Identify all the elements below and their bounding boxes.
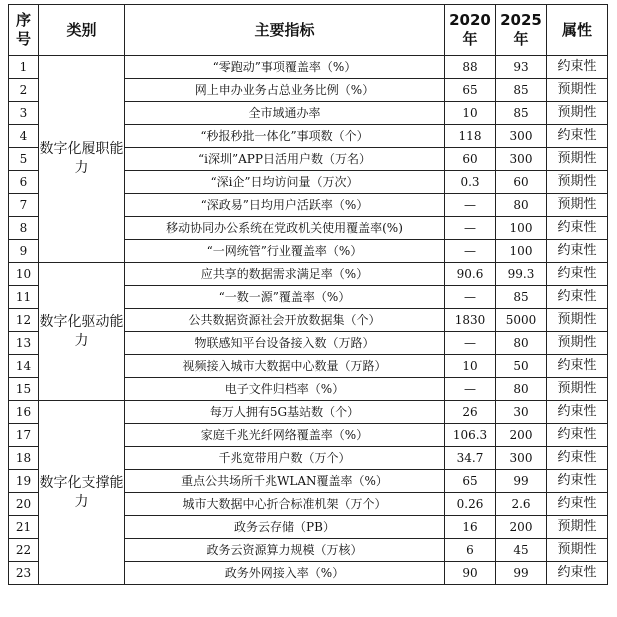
value-2020: 10 <box>445 355 496 378</box>
header-2020: 2020年 <box>445 5 496 56</box>
row-number: 6 <box>9 171 39 194</box>
attribute-cell: 约束性 <box>547 424 608 447</box>
value-2020: — <box>445 217 496 240</box>
attribute-cell: 预期性 <box>547 79 608 102</box>
attribute-cell: 约束性 <box>547 447 608 470</box>
attribute-cell: 约束性 <box>547 286 608 309</box>
indicator-name: 应共享的数据需求满足率（%） <box>125 263 445 286</box>
table-row <box>9 56 608 79</box>
attribute-cell: 预期性 <box>547 171 608 194</box>
value-2025: 5000 <box>496 309 547 332</box>
indicator-name: “一网统管”行业覆盖率（%） <box>125 240 445 263</box>
value-2025: 100 <box>496 240 547 263</box>
header-seq: 序号 <box>9 5 39 56</box>
attribute-cell: 预期性 <box>547 309 608 332</box>
value-2020: 90 <box>445 562 496 585</box>
row-number: 14 <box>9 355 39 378</box>
row-number: 22 <box>9 539 39 562</box>
value-2025: 85 <box>496 286 547 309</box>
value-2020: 10 <box>445 102 496 125</box>
table-container <box>8 4 608 585</box>
value-2020: 90.6 <box>445 263 496 286</box>
indicator-name: “零跑动”事项覆盖率（%） <box>125 56 445 79</box>
attribute-cell: 约束性 <box>547 56 608 79</box>
indicator-name: “一数一源”覆盖率（%） <box>125 286 445 309</box>
value-2025: 100 <box>496 217 547 240</box>
value-2020: — <box>445 332 496 355</box>
value-2020: 60 <box>445 148 496 171</box>
value-2025: 85 <box>496 102 547 125</box>
indicator-name: “深政易”日均用户活跃率（%） <box>125 194 445 217</box>
value-2020: 118 <box>445 125 496 148</box>
indicator-name: 全市域通办率 <box>125 102 445 125</box>
value-2025: 99.3 <box>496 263 547 286</box>
row-number: 15 <box>9 378 39 401</box>
value-2025: 99 <box>496 562 547 585</box>
attribute-cell: 约束性 <box>547 240 608 263</box>
row-number: 12 <box>9 309 39 332</box>
indicator-name: “秒报秒批一体化”事项数（个） <box>125 125 445 148</box>
row-number: 11 <box>9 286 39 309</box>
value-2025: 300 <box>496 148 547 171</box>
value-2025: 45 <box>496 539 547 562</box>
attribute-cell: 约束性 <box>547 355 608 378</box>
header-attribute: 属性 <box>547 5 608 56</box>
indicator-table <box>8 4 608 585</box>
indicator-name: 视频接入城市大数据中心数量（万路） <box>125 355 445 378</box>
value-2025: 80 <box>496 378 547 401</box>
row-number: 18 <box>9 447 39 470</box>
row-number: 17 <box>9 424 39 447</box>
row-number: 5 <box>9 148 39 171</box>
category-cell: 数字化驱动能力 <box>39 263 125 401</box>
attribute-cell: 预期性 <box>547 148 608 171</box>
value-2020: 0.26 <box>445 493 496 516</box>
category-cell: 数字化支撑能力 <box>39 401 125 585</box>
indicator-name: 重点公共场所千兆WLAN覆盖率（%） <box>125 470 445 493</box>
attribute-cell: 预期性 <box>547 539 608 562</box>
attribute-cell: 预期性 <box>547 332 608 355</box>
indicator-name: “i深圳”APP日活用户数（万名） <box>125 148 445 171</box>
indicator-name: 公共数据资源社会开放数据集（个） <box>125 309 445 332</box>
value-2020: 26 <box>445 401 496 424</box>
value-2025: 30 <box>496 401 547 424</box>
value-2020: 65 <box>445 470 496 493</box>
value-2020: 16 <box>445 516 496 539</box>
header-row <box>9 5 608 56</box>
value-2025: 200 <box>496 516 547 539</box>
value-2020: — <box>445 286 496 309</box>
value-2025: 2.6 <box>496 493 547 516</box>
table-row <box>9 263 608 286</box>
category-cell: 数字化履职能力 <box>39 56 125 263</box>
row-number: 7 <box>9 194 39 217</box>
value-2020: — <box>445 378 496 401</box>
value-2025: 93 <box>496 56 547 79</box>
attribute-cell: 约束性 <box>547 401 608 424</box>
indicator-name: “深i企”日均访问量（万次） <box>125 171 445 194</box>
value-2020: 106.3 <box>445 424 496 447</box>
value-2025: 85 <box>496 79 547 102</box>
value-2025: 99 <box>496 470 547 493</box>
attribute-cell: 预期性 <box>547 516 608 539</box>
attribute-cell: 约束性 <box>547 263 608 286</box>
row-number: 23 <box>9 562 39 585</box>
indicator-name: 物联感知平台设备接入数（万路） <box>125 332 445 355</box>
value-2020: 65 <box>445 79 496 102</box>
table-body <box>9 56 608 585</box>
row-number: 20 <box>9 493 39 516</box>
row-number: 10 <box>9 263 39 286</box>
indicator-name: 政务外网接入率（%） <box>125 562 445 585</box>
value-2020: — <box>445 240 496 263</box>
indicator-name: 家庭千兆光纤网络覆盖率（%） <box>125 424 445 447</box>
row-number: 4 <box>9 125 39 148</box>
attribute-cell: 约束性 <box>547 493 608 516</box>
indicator-name: 移动协同办公系统在党政机关使用覆盖率(%) <box>125 217 445 240</box>
value-2020: 0.3 <box>445 171 496 194</box>
value-2020: 6 <box>445 539 496 562</box>
table-row <box>9 401 608 424</box>
indicator-name: 每万人拥有5G基站数（个） <box>125 401 445 424</box>
row-number: 1 <box>9 56 39 79</box>
value-2025: 300 <box>496 447 547 470</box>
value-2020: 88 <box>445 56 496 79</box>
row-number: 21 <box>9 516 39 539</box>
value-2025: 50 <box>496 355 547 378</box>
attribute-cell: 约束性 <box>547 125 608 148</box>
header-2025: 2025年 <box>496 5 547 56</box>
value-2020: 34.7 <box>445 447 496 470</box>
value-2020: — <box>445 194 496 217</box>
value-2025: 200 <box>496 424 547 447</box>
value-2025: 80 <box>496 194 547 217</box>
indicator-name: 网上申办业务占总业务比例（%） <box>125 79 445 102</box>
header-indicator: 主要指标 <box>125 5 445 56</box>
header-category: 类别 <box>39 5 125 56</box>
indicator-name: 政务云存储（PB） <box>125 516 445 539</box>
row-number: 3 <box>9 102 39 125</box>
attribute-cell: 约束性 <box>547 562 608 585</box>
row-number: 16 <box>9 401 39 424</box>
row-number: 9 <box>9 240 39 263</box>
indicator-name: 城市大数据中心折合标准机架（万个） <box>125 493 445 516</box>
row-number: 2 <box>9 79 39 102</box>
value-2025: 60 <box>496 171 547 194</box>
value-2025: 300 <box>496 125 547 148</box>
attribute-cell: 约束性 <box>547 217 608 240</box>
indicator-name: 千兆宽带用户数（万个） <box>125 447 445 470</box>
attribute-cell: 预期性 <box>547 194 608 217</box>
indicator-name: 电子文件归档率（%） <box>125 378 445 401</box>
attribute-cell: 预期性 <box>547 102 608 125</box>
value-2025: 80 <box>496 332 547 355</box>
value-2020: 1830 <box>445 309 496 332</box>
row-number: 8 <box>9 217 39 240</box>
indicator-name: 政务云资源算力规模（万核） <box>125 539 445 562</box>
attribute-cell: 预期性 <box>547 378 608 401</box>
row-number: 13 <box>9 332 39 355</box>
row-number: 19 <box>9 470 39 493</box>
attribute-cell: 约束性 <box>547 470 608 493</box>
